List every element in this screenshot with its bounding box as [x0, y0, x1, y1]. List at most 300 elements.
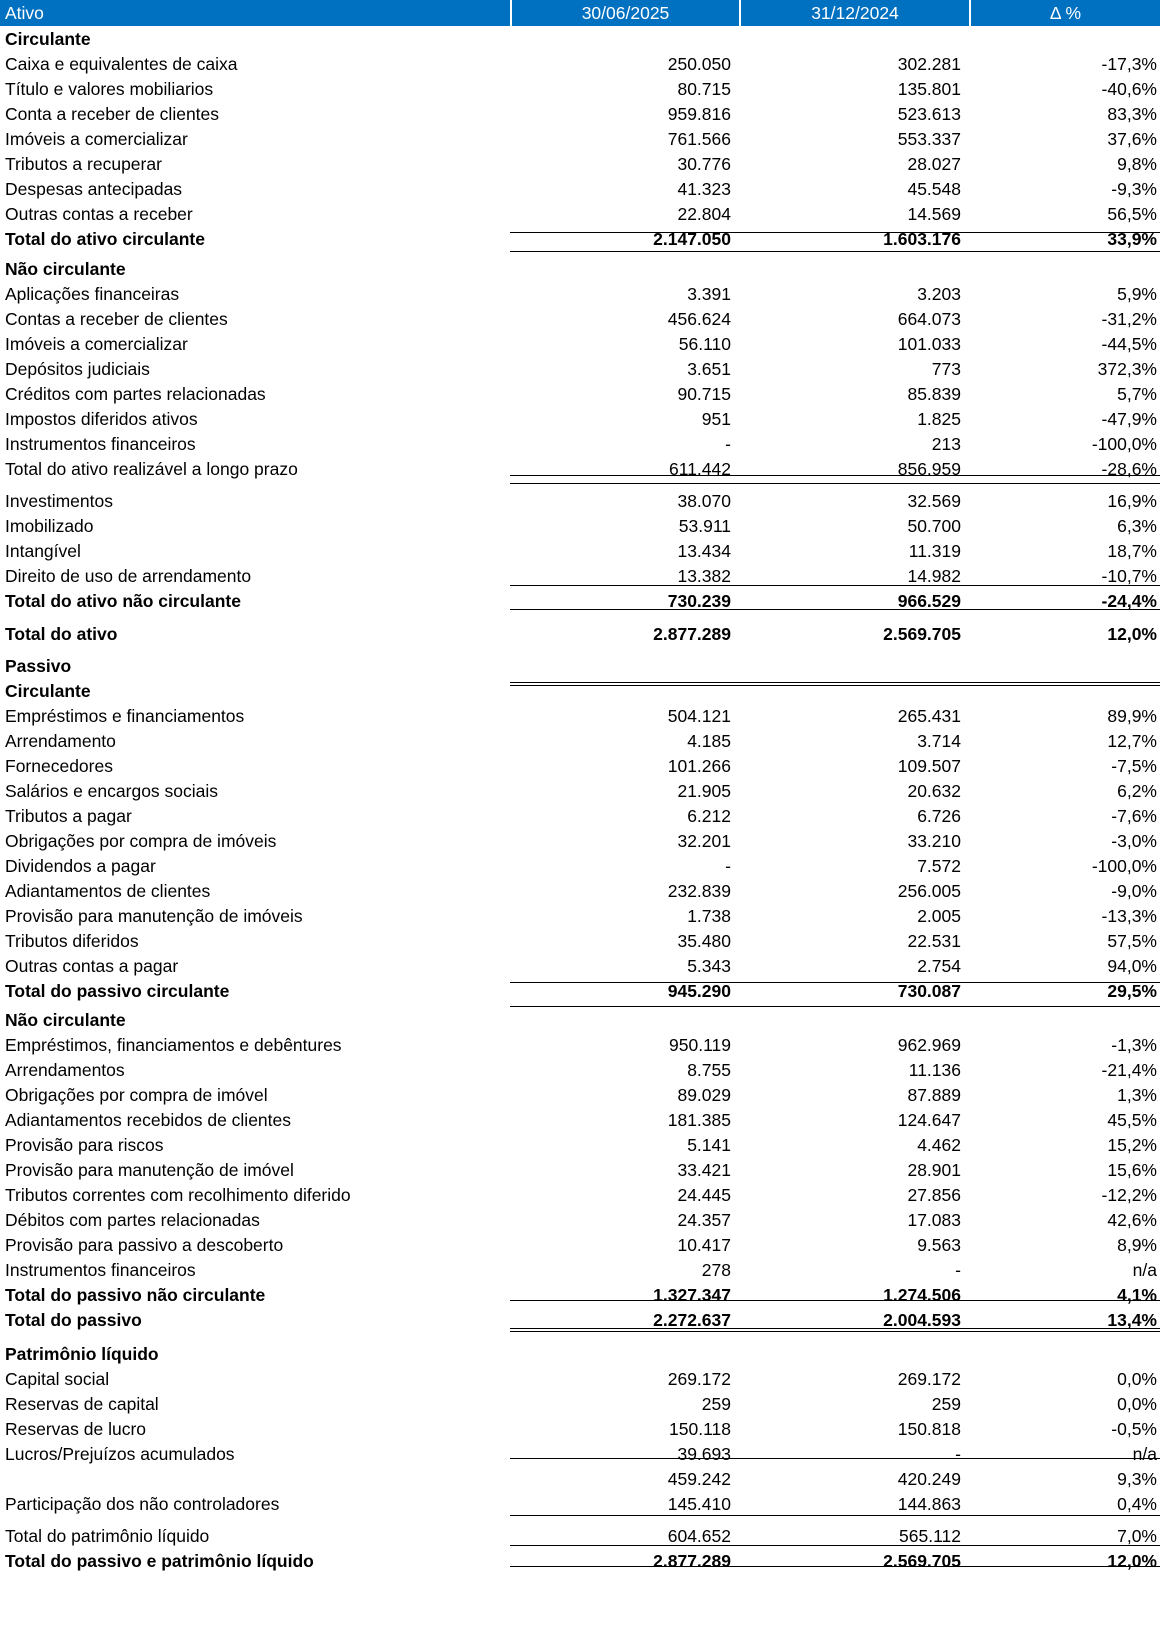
- table-row: [0, 306, 1160, 332]
- row-label: Investimentos: [5, 491, 113, 511]
- row-delta: 0,4%: [1117, 1494, 1157, 1514]
- row-value-2025: 611.442: [669, 459, 731, 479]
- row-label: Circulante: [5, 681, 91, 701]
- row-value-2025: 504.121: [667, 706, 731, 726]
- row-delta: -47,9%: [1101, 409, 1157, 429]
- table-row: [0, 903, 1160, 929]
- table-row: [0, 828, 1160, 854]
- row-delta: -31,2%: [1101, 309, 1157, 329]
- row-delta: -9,3%: [1111, 179, 1157, 199]
- table-row: [0, 356, 1160, 382]
- row-label: Adiantamentos de clientes: [5, 881, 211, 901]
- table-row: [0, 76, 1160, 102]
- row-value-2025: 101.266: [667, 756, 731, 776]
- row-value-2024: [741, 1341, 961, 1367]
- row-label: Aplicações financeiras: [5, 284, 180, 304]
- row-label: Total do passivo circulante: [5, 981, 230, 1001]
- table-row: [0, 778, 1160, 804]
- row-delta: 9,3%: [1117, 1469, 1157, 1489]
- row-delta: 0,0%: [1117, 1369, 1157, 1389]
- row-label: Fornecedores: [5, 756, 113, 776]
- row-value-2025: 2.877.289: [653, 624, 731, 644]
- row-label: Reservas de capital: [5, 1394, 159, 1414]
- row-value-2025: 13.434: [677, 541, 731, 561]
- row-value-2024: 14.569: [907, 204, 961, 224]
- row-label: Total do patrimônio líquido: [5, 1526, 210, 1546]
- row-label: Obrigações por compra de imóvel: [5, 1085, 268, 1105]
- row-value-2025: [510, 26, 731, 52]
- header-col-delta: Δ %: [971, 0, 1160, 26]
- row-value-2024: 11.136: [908, 1060, 961, 1080]
- row-value-2025: 2.877.289: [653, 1551, 731, 1571]
- row-label: Lucros/Prejuízos acumulados: [5, 1444, 235, 1464]
- row-value-2025: 41.323: [677, 179, 731, 199]
- table-row: [0, 513, 1160, 539]
- row-delta: 5,7%: [1117, 384, 1157, 404]
- row-value-2025: 39.693: [677, 1444, 731, 1464]
- row-delta: 4,1%: [1117, 1285, 1157, 1305]
- table-row: [0, 406, 1160, 432]
- total-rule: [510, 475, 1160, 476]
- row-label: Total do ativo não circulante: [5, 591, 241, 611]
- row-value-2025: 459.242: [667, 1469, 731, 1489]
- row-label: Impostos diferidos ativos: [5, 409, 198, 429]
- row-delta: [971, 1007, 1157, 1033]
- row-value-2024: 1.274.506: [883, 1285, 961, 1305]
- row-value-2025: 22.804: [677, 204, 731, 224]
- row-value-2024: 3.203: [917, 284, 961, 304]
- row-label: Instrumentos financeiros: [5, 1260, 196, 1280]
- row-value-2025: 53.911: [678, 516, 731, 536]
- row-value-2025: [510, 256, 731, 282]
- row-value-2025: 90.715: [677, 384, 731, 404]
- row-label: Arrendamentos: [5, 1060, 125, 1080]
- table-row: [0, 588, 1160, 614]
- table-row: [0, 151, 1160, 177]
- row-label: Empréstimos e financiamentos: [5, 706, 245, 726]
- row-label: Adiantamentos recebidos de clientes: [5, 1110, 292, 1130]
- row-value-2024: 664.073: [897, 309, 961, 329]
- table-row: [0, 1416, 1160, 1442]
- row-value-2024: 4.462: [917, 1135, 961, 1155]
- row-value-2025: 24.357: [677, 1210, 731, 1230]
- row-value-2024: 28.901: [907, 1160, 961, 1180]
- row-value-2024: 966.529: [897, 591, 961, 611]
- row-label: Total do passivo não circulante: [5, 1285, 266, 1305]
- row-value-2025: 278: [701, 1260, 731, 1280]
- row-value-2025: 3.651: [687, 359, 731, 379]
- row-label: Não circulante: [5, 259, 126, 279]
- row-value-2024: 523.613: [897, 104, 961, 124]
- row-label: Tributos diferidos: [5, 931, 139, 951]
- row-value-2025: -: [725, 434, 731, 454]
- row-label: Total do ativo realizável a longo prazo: [5, 459, 298, 479]
- row-value-2025: 2.147.050: [653, 229, 731, 249]
- row-value-2025: 33.421: [677, 1160, 731, 1180]
- row-delta: 89,9%: [1107, 706, 1157, 726]
- total-rule: [510, 1545, 1160, 1546]
- row-value-2024: -: [955, 1444, 961, 1464]
- row-value-2025: -: [725, 856, 731, 876]
- row-delta: 83,3%: [1107, 104, 1157, 124]
- row-value-2024: 45.548: [907, 179, 961, 199]
- row-delta: 42,6%: [1107, 1210, 1157, 1230]
- table-row: [0, 26, 1160, 52]
- row-value-2024: 420.249: [897, 1469, 961, 1489]
- row-label: Conta a receber de clientes: [5, 104, 220, 124]
- row-value-2025: 250.050: [667, 54, 731, 74]
- row-delta: -100,0%: [1091, 434, 1157, 454]
- table-row: [0, 1032, 1160, 1058]
- row-delta: -0,5%: [1111, 1419, 1157, 1439]
- row-value-2025: 232.839: [667, 881, 731, 901]
- row-value-2025: 24.445: [677, 1185, 731, 1205]
- row-value-2025: 38.070: [677, 491, 731, 511]
- table-row: [0, 331, 1160, 357]
- total-rule: [510, 609, 1160, 610]
- row-label: Imóveis a comercializar: [5, 129, 188, 149]
- row-value-2024: [741, 26, 961, 52]
- row-label: Despesas antecipadas: [5, 179, 183, 199]
- row-label: [5, 1466, 505, 1492]
- row-value-2024: 33.210: [907, 831, 961, 851]
- table-row: [0, 431, 1160, 457]
- row-delta: -17,3%: [1101, 54, 1157, 74]
- row-delta: 57,5%: [1107, 931, 1157, 951]
- row-delta: 56,5%: [1107, 204, 1157, 224]
- table-row: [0, 488, 1160, 514]
- row-delta: 5,9%: [1117, 284, 1157, 304]
- row-value-2025: 6.212: [687, 806, 731, 826]
- row-value-2024: 265.431: [897, 706, 961, 726]
- row-value-2025: 1.738: [687, 906, 731, 926]
- row-delta: 1,3%: [1117, 1085, 1157, 1105]
- table-row: [0, 928, 1160, 954]
- row-label: Direito de uso de arrendamento: [5, 566, 252, 586]
- table-row: [0, 953, 1160, 979]
- row-value-2024: 773: [931, 359, 961, 379]
- row-value-2025: 604.652: [667, 1526, 731, 1546]
- row-value-2024: 135.801: [897, 79, 961, 99]
- row-delta: 6,3%: [1117, 516, 1157, 536]
- row-value-2025: [510, 1341, 731, 1367]
- row-value-2024: 150.818: [897, 1419, 961, 1439]
- row-label: Imóveis a comercializar: [5, 334, 188, 354]
- row-label: Empréstimos, financiamentos e debêntures: [5, 1035, 342, 1055]
- row-value-2025: 150.118: [669, 1419, 731, 1439]
- row-value-2024: 962.969: [897, 1035, 961, 1055]
- row-value-2025: 181.385: [667, 1110, 731, 1130]
- row-value-2025: 21.905: [677, 781, 731, 801]
- row-delta: 12,0%: [1107, 624, 1157, 644]
- row-delta: n/a: [1132, 1260, 1157, 1280]
- row-value-2025: 35.480: [677, 931, 731, 951]
- row-value-2025: 730.239: [667, 591, 731, 611]
- table-row: [0, 176, 1160, 202]
- row-label: Total do passivo: [5, 1310, 142, 1330]
- row-value-2025: 269.172: [667, 1369, 731, 1389]
- row-value-2025: 1.327.347: [653, 1285, 731, 1305]
- row-value-2024: [741, 256, 961, 282]
- row-label: Circulante: [5, 29, 91, 49]
- table-row: [0, 1157, 1160, 1183]
- row-value-2025: 951: [701, 409, 731, 429]
- row-value-2024: 85.839: [907, 384, 961, 404]
- table-row: [0, 381, 1160, 407]
- row-value-2024: 50.700: [907, 516, 961, 536]
- table-row: [0, 1466, 1160, 1492]
- row-value-2024: 2.004.593: [883, 1310, 961, 1330]
- row-value-2024: 22.531: [907, 931, 961, 951]
- table-row: [0, 653, 1160, 679]
- row-value-2024: 20.632: [907, 781, 961, 801]
- row-value-2025: 145.410: [667, 1494, 731, 1514]
- row-value-2024: 565.112: [899, 1526, 961, 1546]
- table-row: [0, 126, 1160, 152]
- double-total-rule: [510, 1328, 1160, 1332]
- row-delta: -9,0%: [1111, 881, 1157, 901]
- row-value-2025: 8.755: [687, 1060, 731, 1080]
- table-row: [0, 1082, 1160, 1108]
- row-delta: 94,0%: [1107, 956, 1157, 976]
- row-value-2024: 144.863: [897, 1494, 961, 1514]
- row-label: Contas a receber de clientes: [5, 309, 228, 329]
- row-value-2024: 87.889: [907, 1085, 961, 1105]
- row-label: Salários e encargos sociais: [5, 781, 219, 801]
- row-label: Obrigações por compra de imóveis: [5, 831, 277, 851]
- table-row: [0, 803, 1160, 829]
- row-value-2025: 3.391: [687, 284, 731, 304]
- row-value-2024: 109.507: [897, 756, 961, 776]
- row-label: Imobilizado: [5, 516, 94, 536]
- row-delta: 13,4%: [1107, 1310, 1157, 1330]
- total-rule: [510, 232, 1160, 233]
- row-delta: 18,7%: [1107, 541, 1157, 561]
- header-label: Ativo: [0, 0, 510, 26]
- row-delta: 33,9%: [1107, 229, 1157, 249]
- row-label: Patrimônio líquido: [5, 1344, 159, 1364]
- total-rule: [510, 1566, 1160, 1567]
- table-row: [0, 878, 1160, 904]
- table-row: [0, 1391, 1160, 1417]
- row-value-2024: 17.083: [907, 1210, 961, 1230]
- row-delta: -3,0%: [1111, 831, 1157, 851]
- table-row: [0, 853, 1160, 879]
- row-delta: -40,6%: [1101, 79, 1157, 99]
- table-row: [0, 1366, 1160, 1392]
- row-value-2024: 553.337: [897, 129, 961, 149]
- table-row: [0, 1182, 1160, 1208]
- row-delta: 12,7%: [1107, 731, 1157, 751]
- row-value-2024: 14.982: [907, 566, 961, 586]
- row-delta: -24,4%: [1101, 591, 1157, 611]
- table-row: [0, 753, 1160, 779]
- table-row: [0, 1257, 1160, 1283]
- row-delta: 12,0%: [1107, 1551, 1157, 1571]
- table-row: [0, 1548, 1160, 1574]
- row-value-2025: 2.272.637: [653, 1310, 731, 1330]
- row-label: Reservas de lucro: [5, 1419, 147, 1439]
- row-value-2025: 4.185: [687, 731, 731, 751]
- row-value-2024: 11.319: [908, 541, 961, 561]
- row-delta: -28,6%: [1101, 459, 1157, 479]
- total-rule: [510, 982, 1160, 983]
- table-row: [0, 101, 1160, 127]
- row-value-2025: [510, 1007, 731, 1033]
- row-value-2025: 13.382: [677, 566, 731, 586]
- row-value-2024: 2.754: [917, 956, 961, 976]
- row-delta: [971, 26, 1157, 52]
- table-row: [0, 1232, 1160, 1258]
- total-rule: [510, 585, 1160, 586]
- total-rule: [510, 251, 1160, 252]
- row-label: Passivo: [5, 656, 72, 676]
- row-value-2024: 269.172: [897, 1369, 961, 1389]
- row-delta: 7,0%: [1117, 1526, 1157, 1546]
- row-delta: -10,7%: [1101, 566, 1157, 586]
- row-value-2025: 950.119: [669, 1035, 731, 1055]
- row-label: Provisão para riscos: [5, 1135, 164, 1155]
- table-row: [0, 1441, 1160, 1467]
- table-header: [0, 0, 1160, 26]
- row-value-2024: 28.027: [907, 154, 961, 174]
- row-delta: 9,8%: [1117, 154, 1157, 174]
- row-value-2025: 456.624: [667, 309, 731, 329]
- row-label: Depósitos judiciais: [5, 359, 150, 379]
- header-col-2025: 30/06/2025: [512, 0, 739, 26]
- table-row: [0, 1007, 1160, 1033]
- row-value-2025: 30.776: [677, 154, 731, 174]
- row-value-2025: 761.566: [667, 129, 731, 149]
- table-row: [0, 1341, 1160, 1367]
- table-row: [0, 1491, 1160, 1517]
- row-value-2025: 959.816: [667, 104, 731, 124]
- row-delta: -44,5%: [1101, 334, 1157, 354]
- row-value-2024: 730.087: [897, 981, 961, 1001]
- row-value-2025: 5.343: [687, 956, 731, 976]
- row-delta: n/a: [1132, 1444, 1157, 1464]
- row-delta: 37,6%: [1107, 129, 1157, 149]
- row-value-2024: 213: [931, 434, 961, 454]
- row-label: Total do passivo e patrimônio líquido: [5, 1551, 314, 1571]
- table-row: [0, 256, 1160, 282]
- row-delta: [971, 256, 1157, 282]
- row-label: Título e valores mobiliarios: [5, 79, 214, 99]
- row-value-2025: 56.110: [678, 334, 731, 354]
- row-delta: -1,3%: [1111, 1035, 1157, 1055]
- row-delta: 29,5%: [1107, 981, 1157, 1001]
- total-rule: [510, 483, 1160, 484]
- table-row: [0, 51, 1160, 77]
- row-delta: 45,5%: [1107, 1110, 1157, 1130]
- table-row: [0, 1282, 1160, 1308]
- row-label: Total do ativo circulante: [5, 229, 205, 249]
- row-value-2024: 2.569.705: [883, 624, 961, 644]
- row-value-2024: 2.005: [917, 906, 961, 926]
- row-label: Provisão para passivo a descoberto: [5, 1235, 284, 1255]
- row-value-2024: 124.647: [897, 1110, 961, 1130]
- row-value-2024: -: [955, 1260, 961, 1280]
- row-label: Caixa e equivalentes de caixa: [5, 54, 238, 74]
- row-value-2025: 945.290: [667, 981, 731, 1001]
- table-row: [0, 538, 1160, 564]
- row-delta: 15,6%: [1107, 1160, 1157, 1180]
- row-delta: [971, 1341, 1157, 1367]
- row-value-2025: 10.417: [677, 1235, 731, 1255]
- row-value-2024: [741, 653, 961, 679]
- row-label: Capital social: [5, 1369, 110, 1389]
- row-value-2024: 3.714: [917, 731, 961, 751]
- row-delta: 6,2%: [1117, 781, 1157, 801]
- table-row: [0, 621, 1160, 647]
- row-value-2024: [741, 1007, 961, 1033]
- table-row: [0, 456, 1160, 482]
- row-delta: 8,9%: [1117, 1235, 1157, 1255]
- row-label: Não circulante: [5, 1010, 126, 1030]
- row-label: Intangível: [5, 541, 81, 561]
- row-value-2024: 6.726: [917, 806, 961, 826]
- row-label: Outras contas a pagar: [5, 956, 179, 976]
- row-delta: [971, 653, 1157, 679]
- table-row: [0, 1132, 1160, 1158]
- row-label: Provisão para manutenção de imóvel: [5, 1160, 294, 1180]
- row-value-2025: 259: [701, 1394, 731, 1414]
- row-value-2024: 259: [931, 1394, 961, 1414]
- row-label: Tributos a pagar: [5, 806, 132, 826]
- row-value-2024: 7.572: [917, 856, 961, 876]
- row-delta: -100,0%: [1091, 856, 1157, 876]
- row-label: Instrumentos financeiros: [5, 434, 196, 454]
- row-value-2024: 27.856: [907, 1185, 961, 1205]
- row-value-2024: 302.281: [897, 54, 961, 74]
- row-label: Participação dos não controladores: [5, 1494, 280, 1514]
- total-rule: [510, 1006, 1160, 1007]
- row-delta: 0,0%: [1117, 1394, 1157, 1414]
- table-row: [0, 226, 1160, 252]
- row-delta: -7,6%: [1111, 806, 1157, 826]
- row-value-2024: 1.825: [917, 409, 961, 429]
- row-label: Outras contas a receber: [5, 204, 193, 224]
- row-delta: 372,3%: [1097, 359, 1157, 379]
- row-label: Total do ativo: [5, 624, 118, 644]
- row-delta: -7,5%: [1111, 756, 1157, 776]
- header-col-2024: 31/12/2024: [741, 0, 969, 26]
- row-label: Débitos com partes relacionadas: [5, 1210, 260, 1230]
- total-rule: [510, 1458, 1160, 1459]
- row-value-2024: 256.005: [897, 881, 961, 901]
- row-value-2025: 5.141: [687, 1135, 731, 1155]
- total-rule: [510, 1515, 1160, 1516]
- table-row: [0, 281, 1160, 307]
- row-value-2025: 80.715: [677, 79, 731, 99]
- row-label: Tributos a recuperar: [5, 154, 162, 174]
- row-value-2024: 9.563: [917, 1235, 961, 1255]
- row-value-2025: [510, 653, 731, 679]
- row-delta: -13,3%: [1101, 906, 1157, 926]
- table-row: [0, 1107, 1160, 1133]
- row-value-2024: 101.033: [897, 334, 961, 354]
- table-row: [0, 703, 1160, 729]
- row-value-2024: 856.959: [897, 459, 961, 479]
- row-delta: 15,2%: [1107, 1135, 1157, 1155]
- total-rule: [510, 1300, 1160, 1301]
- row-delta: 16,9%: [1107, 491, 1157, 511]
- row-label: Provisão para manutenção de imóveis: [5, 906, 303, 926]
- row-value-2025: 89.029: [677, 1085, 731, 1105]
- row-value-2024: 2.569.705: [883, 1551, 961, 1571]
- row-delta: -12,2%: [1101, 1185, 1157, 1205]
- row-label: Arrendamento: [5, 731, 116, 751]
